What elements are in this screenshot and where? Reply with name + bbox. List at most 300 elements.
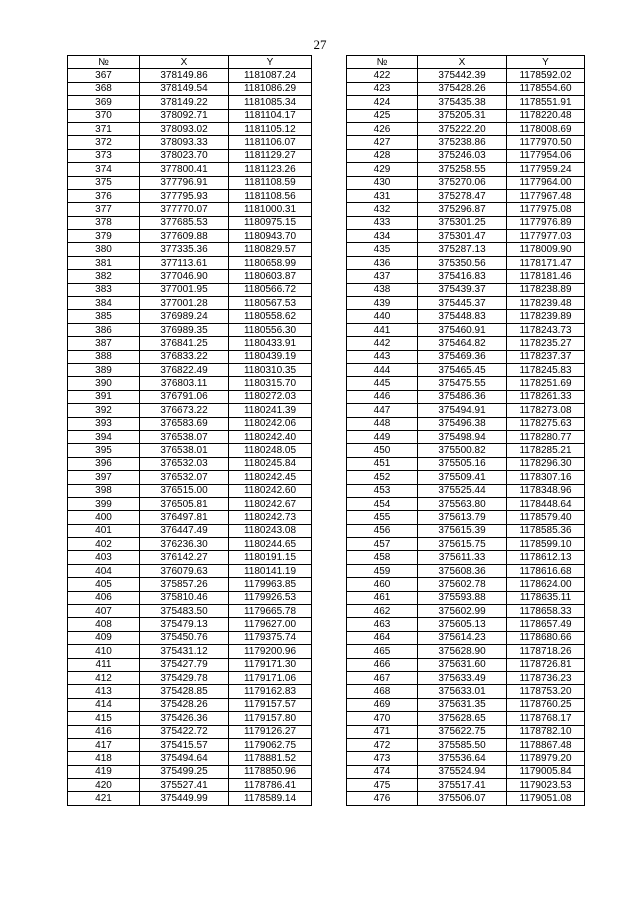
- cell-x: 375608.36: [418, 564, 507, 577]
- table-header-row: [347, 56, 585, 69]
- cell-x: 376497.81: [140, 511, 229, 524]
- cell-x: 375448.83: [418, 310, 507, 323]
- table-row: [347, 69, 585, 82]
- table-row: [68, 270, 312, 283]
- cell-number: 373: [68, 149, 140, 162]
- cell-number: 426: [347, 122, 418, 135]
- cell-y: 1178238.89: [507, 283, 585, 296]
- cell-y: 1178585.36: [507, 524, 585, 537]
- cell-number: 423: [347, 82, 418, 95]
- cell-number: 384: [68, 297, 140, 310]
- cell-x: 375450.76: [140, 631, 229, 644]
- table-row: [68, 698, 312, 711]
- table-row: [68, 712, 312, 725]
- table-body-left: [68, 69, 312, 805]
- table-row: [347, 310, 585, 323]
- cell-x: 375428.26: [418, 82, 507, 95]
- cell-y: 1181105.12: [229, 122, 312, 135]
- cell-y: 1180244.65: [229, 538, 312, 551]
- cell-y: 1181129.27: [229, 149, 312, 162]
- cell-y: 1177977.03: [507, 230, 585, 243]
- cell-number: 378: [68, 216, 140, 229]
- cell-x: 376532.07: [140, 471, 229, 484]
- cell-number: 467: [347, 671, 418, 684]
- table-row: [68, 685, 312, 698]
- cell-x: 376989.35: [140, 323, 229, 336]
- cell-y: 1178275.63: [507, 417, 585, 430]
- cell-y: 1178657.49: [507, 618, 585, 631]
- cell-number: 471: [347, 725, 418, 738]
- column-header-number: №: [68, 56, 140, 69]
- cell-number: 395: [68, 444, 140, 457]
- cell-number: 475: [347, 779, 418, 792]
- cell-x: 377770.07: [140, 203, 229, 216]
- table-row: [68, 725, 312, 738]
- cell-x: 375615.39: [418, 524, 507, 537]
- cell-number: 409: [68, 631, 140, 644]
- cell-number: 435: [347, 243, 418, 256]
- cell-y: 1180433.91: [229, 337, 312, 350]
- cell-y: 1177964.00: [507, 176, 585, 189]
- cell-x: 375602.99: [418, 605, 507, 618]
- cell-y: 1178307.16: [507, 471, 585, 484]
- cell-x: 378093.02: [140, 122, 229, 135]
- column-header-x: X: [140, 56, 229, 69]
- table-row: [347, 524, 585, 537]
- cell-x: 375442.39: [418, 69, 507, 82]
- cell-x: 375605.13: [418, 618, 507, 631]
- cell-number: 422: [347, 69, 418, 82]
- cell-y: 1179157.57: [229, 698, 312, 711]
- cell-y: 1180242.40: [229, 430, 312, 443]
- cell-x: 375278.47: [418, 189, 507, 202]
- cell-number: 367: [68, 69, 140, 82]
- table-row: [68, 109, 312, 122]
- table-row: [68, 404, 312, 417]
- cell-y: 1179665.78: [229, 605, 312, 618]
- table-row: [68, 176, 312, 189]
- table-row: [68, 645, 312, 658]
- cell-y: 1178979.20: [507, 752, 585, 765]
- cell-x: 375857.26: [140, 578, 229, 591]
- cell-x: 376532.03: [140, 457, 229, 470]
- cell-number: 450: [347, 444, 418, 457]
- cell-y: 1180245.84: [229, 457, 312, 470]
- cell-number: 455: [347, 511, 418, 524]
- table-row: [68, 752, 312, 765]
- cell-y: 1180310.35: [229, 363, 312, 376]
- cell-number: 375: [68, 176, 140, 189]
- cell-x: 376505.81: [140, 497, 229, 510]
- cell-y: 1178239.48: [507, 297, 585, 310]
- cell-number: 369: [68, 96, 140, 109]
- cell-x: 377609.88: [140, 230, 229, 243]
- cell-number: 380: [68, 243, 140, 256]
- cell-number: 434: [347, 230, 418, 243]
- table-row: [68, 350, 312, 363]
- cell-y: 1179051.08: [507, 792, 585, 805]
- cell-y: 1180241.39: [229, 404, 312, 417]
- cell-y: 1178579.40: [507, 511, 585, 524]
- table-row: [68, 779, 312, 792]
- table-row: [68, 511, 312, 524]
- table-row: [347, 618, 585, 631]
- cell-y: 1180248.05: [229, 444, 312, 457]
- cell-y: 1181085.34: [229, 96, 312, 109]
- table-row: [347, 230, 585, 243]
- cell-number: 441: [347, 323, 418, 336]
- cell-x: 375613.79: [418, 511, 507, 524]
- cell-y: 1178554.60: [507, 82, 585, 95]
- cell-number: 421: [68, 792, 140, 805]
- cell-y: 1178235.27: [507, 337, 585, 350]
- table-row: [68, 230, 312, 243]
- cell-number: 445: [347, 377, 418, 390]
- cell-x: 375525.44: [418, 484, 507, 497]
- table-row: [347, 765, 585, 778]
- cell-y: 1178612.13: [507, 551, 585, 564]
- cell-number: 424: [347, 96, 418, 109]
- cell-number: 376: [68, 189, 140, 202]
- table-row: [68, 618, 312, 631]
- cell-number: 393: [68, 417, 140, 430]
- table-row: [347, 109, 585, 122]
- cell-number: 447: [347, 404, 418, 417]
- cell-x: 375435.38: [418, 96, 507, 109]
- cell-x: 375422.72: [140, 725, 229, 738]
- table-row: [347, 122, 585, 135]
- cell-x: 375628.65: [418, 712, 507, 725]
- cell-x: 375593.88: [418, 591, 507, 604]
- coordinates-table-left: [67, 55, 312, 806]
- cell-y: 1180272.03: [229, 390, 312, 403]
- table-body-right: [347, 69, 585, 805]
- cell-x: 375301.47: [418, 230, 507, 243]
- cell-y: 1178753.20: [507, 685, 585, 698]
- cell-x: 375287.13: [418, 243, 507, 256]
- cell-y: 1178850.96: [229, 765, 312, 778]
- page-number: 27: [313, 37, 327, 52]
- cell-number: 462: [347, 605, 418, 618]
- cell-number: 413: [68, 685, 140, 698]
- cell-number: 429: [347, 163, 418, 176]
- cell-x: 375416.83: [418, 270, 507, 283]
- cell-x: 375810.46: [140, 591, 229, 604]
- cell-y: 1180603.87: [229, 270, 312, 283]
- table-row: [68, 390, 312, 403]
- cell-x: 376822.49: [140, 363, 229, 376]
- cell-y: 1179062.75: [229, 738, 312, 751]
- cell-y: 1180566.72: [229, 283, 312, 296]
- cell-y: 1179171.30: [229, 658, 312, 671]
- cell-y: 1180242.60: [229, 484, 312, 497]
- table-row: [347, 484, 585, 497]
- table-row: [347, 149, 585, 162]
- cell-number: 432: [347, 203, 418, 216]
- table-row: [347, 96, 585, 109]
- cell-number: 410: [68, 645, 140, 658]
- cell-x: 375428.26: [140, 698, 229, 711]
- cell-x: 375296.87: [418, 203, 507, 216]
- table-row: [68, 377, 312, 390]
- table-row: [347, 457, 585, 470]
- table-row: [347, 297, 585, 310]
- cell-y: 1181108.59: [229, 176, 312, 189]
- table-row: [347, 752, 585, 765]
- cell-x: 377796.91: [140, 176, 229, 189]
- cell-number: 453: [347, 484, 418, 497]
- cell-y: 1180439.19: [229, 350, 312, 363]
- cell-number: 472: [347, 738, 418, 751]
- cell-y: 1180943.70: [229, 230, 312, 243]
- cell-y: 1177970.50: [507, 136, 585, 149]
- cell-number: 466: [347, 658, 418, 671]
- table-row: [68, 457, 312, 470]
- cell-x: 375238.86: [418, 136, 507, 149]
- cell-number: 470: [347, 712, 418, 725]
- table-row: [347, 698, 585, 711]
- table-row: [68, 149, 312, 162]
- table-row: [347, 363, 585, 376]
- cell-x: 375633.01: [418, 685, 507, 698]
- cell-number: 454: [347, 497, 418, 510]
- cell-number: 408: [68, 618, 140, 631]
- cell-number: 430: [347, 176, 418, 189]
- cell-number: 396: [68, 457, 140, 470]
- table-row: [68, 605, 312, 618]
- cell-x: 375483.50: [140, 605, 229, 618]
- cell-x: 375527.41: [140, 779, 229, 792]
- cell-number: 418: [68, 752, 140, 765]
- cell-number: 420: [68, 779, 140, 792]
- table-row: [68, 538, 312, 551]
- table-row: [347, 631, 585, 644]
- cell-x: 375628.90: [418, 645, 507, 658]
- cell-x: 375475.55: [418, 377, 507, 390]
- cell-y: 1180141.19: [229, 564, 312, 577]
- cell-y: 1179963.85: [229, 578, 312, 591]
- cell-y: 1180658.99: [229, 256, 312, 269]
- cell-number: 427: [347, 136, 418, 149]
- cell-y: 1178261.33: [507, 390, 585, 403]
- cell-number: 448: [347, 417, 418, 430]
- cell-x: 375246.03: [418, 149, 507, 162]
- cell-x: 375270.06: [418, 176, 507, 189]
- cell-y: 1179023.53: [507, 779, 585, 792]
- cell-number: 412: [68, 671, 140, 684]
- cell-number: 404: [68, 564, 140, 577]
- cell-x: 377795.93: [140, 189, 229, 202]
- cell-x: 375631.60: [418, 658, 507, 671]
- table-row: [68, 323, 312, 336]
- cell-y: 1180242.73: [229, 511, 312, 524]
- cell-x: 376447.49: [140, 524, 229, 537]
- table-row: [347, 256, 585, 269]
- cell-x: 377113.61: [140, 256, 229, 269]
- cell-y: 1177976.89: [507, 216, 585, 229]
- cell-x: 375505.16: [418, 457, 507, 470]
- cell-x: 377800.41: [140, 163, 229, 176]
- table-row: [347, 792, 585, 805]
- cell-number: 397: [68, 471, 140, 484]
- cell-number: 461: [347, 591, 418, 604]
- cell-number: 463: [347, 618, 418, 631]
- cell-x: 375524.94: [418, 765, 507, 778]
- table-row: [68, 243, 312, 256]
- cell-y: 1178243.73: [507, 323, 585, 336]
- cell-x: 375222.20: [418, 122, 507, 135]
- cell-number: 372: [68, 136, 140, 149]
- table-row: [347, 136, 585, 149]
- cell-x: 375602.78: [418, 578, 507, 591]
- cell-x: 376583.69: [140, 417, 229, 430]
- cell-y: 1180556.30: [229, 323, 312, 336]
- cell-x: 377001.28: [140, 297, 229, 310]
- cell-x: 375428.85: [140, 685, 229, 698]
- table-row: [347, 444, 585, 457]
- table-row: [68, 283, 312, 296]
- cell-x: 375258.55: [418, 163, 507, 176]
- cell-y: 1180829.57: [229, 243, 312, 256]
- cell-x: 375439.37: [418, 283, 507, 296]
- cell-number: 437: [347, 270, 418, 283]
- cell-number: 400: [68, 511, 140, 524]
- cell-x: 377335.36: [140, 243, 229, 256]
- cell-number: 394: [68, 430, 140, 443]
- cell-number: 407: [68, 605, 140, 618]
- table-row: [347, 323, 585, 336]
- cell-y: 1178680.66: [507, 631, 585, 644]
- cell-x: 378149.86: [140, 69, 229, 82]
- cell-number: 414: [68, 698, 140, 711]
- cell-x: 378149.22: [140, 96, 229, 109]
- cell-number: 433: [347, 216, 418, 229]
- cell-y: 1180242.67: [229, 497, 312, 510]
- cell-number: 386: [68, 323, 140, 336]
- cell-y: 1178237.37: [507, 350, 585, 363]
- table-row: [347, 189, 585, 202]
- cell-y: 1178239.89: [507, 310, 585, 323]
- table-row: [347, 605, 585, 618]
- cell-y: 1178881.52: [229, 752, 312, 765]
- cell-number: 442: [347, 337, 418, 350]
- cell-x: 376673.22: [140, 404, 229, 417]
- table-row: [347, 216, 585, 229]
- cell-y: 1180242.06: [229, 417, 312, 430]
- cell-x: 375431.12: [140, 645, 229, 658]
- cell-number: 449: [347, 430, 418, 443]
- table-row: [347, 779, 585, 792]
- cell-number: 469: [347, 698, 418, 711]
- cell-x: 375500.82: [418, 444, 507, 457]
- cell-x: 375611.33: [418, 551, 507, 564]
- cell-x: 376833.22: [140, 350, 229, 363]
- table-row: [68, 484, 312, 497]
- table-row: [68, 96, 312, 109]
- table-row: [68, 297, 312, 310]
- table-row: [347, 671, 585, 684]
- cell-y: 1177975.08: [507, 203, 585, 216]
- cell-y: 1178726.81: [507, 658, 585, 671]
- cell-number: 385: [68, 310, 140, 323]
- cell-y: 1178296.30: [507, 457, 585, 470]
- cell-y: 1178616.68: [507, 564, 585, 577]
- table-row: [68, 765, 312, 778]
- table-row: [347, 738, 585, 751]
- table-row: [68, 551, 312, 564]
- cell-number: 368: [68, 82, 140, 95]
- table-row: [347, 243, 585, 256]
- table-row: [68, 203, 312, 216]
- column-header-number: №: [347, 56, 418, 69]
- cell-y: 1178448.64: [507, 497, 585, 510]
- cell-y: 1178008.69: [507, 122, 585, 135]
- cell-x: 375494.64: [140, 752, 229, 765]
- table-row: [68, 163, 312, 176]
- cell-number: 465: [347, 645, 418, 658]
- table-row: [68, 671, 312, 684]
- cell-x: 378092.71: [140, 109, 229, 122]
- cell-y: 1178782.10: [507, 725, 585, 738]
- table-row: [347, 176, 585, 189]
- column-header-y: Y: [229, 56, 312, 69]
- cell-x: 375445.37: [418, 297, 507, 310]
- cell-number: 415: [68, 712, 140, 725]
- cell-number: 388: [68, 350, 140, 363]
- cell-y: 1181086.29: [229, 82, 312, 95]
- cell-number: 446: [347, 390, 418, 403]
- table-row: [347, 417, 585, 430]
- cell-y: 1178348.96: [507, 484, 585, 497]
- cell-y: 1180558.62: [229, 310, 312, 323]
- cell-number: 456: [347, 524, 418, 537]
- cell-y: 1179171.06: [229, 671, 312, 684]
- cell-number: 381: [68, 256, 140, 269]
- cell-x: 376142.27: [140, 551, 229, 564]
- table-row: [347, 163, 585, 176]
- table-row: [347, 203, 585, 216]
- cell-y: 1181087.24: [229, 69, 312, 82]
- cell-y: 1178624.00: [507, 578, 585, 591]
- table-row: [68, 189, 312, 202]
- cell-x: 377001.95: [140, 283, 229, 296]
- table-row: [347, 645, 585, 658]
- cell-y: 1180243.08: [229, 524, 312, 537]
- cell-y: 1180191.15: [229, 551, 312, 564]
- table-row: [68, 497, 312, 510]
- table-row: [347, 377, 585, 390]
- cell-number: 370: [68, 109, 140, 122]
- cell-y: 1178599.10: [507, 538, 585, 551]
- cell-x: 375517.41: [418, 779, 507, 792]
- table-row: [347, 283, 585, 296]
- cell-number: 438: [347, 283, 418, 296]
- cell-y: 1180567.53: [229, 297, 312, 310]
- cell-x: 375415.57: [140, 738, 229, 751]
- cell-y: 1178658.33: [507, 605, 585, 618]
- cell-x: 376515.00: [140, 484, 229, 497]
- cell-y: 1179157.80: [229, 712, 312, 725]
- cell-y: 1178718.26: [507, 645, 585, 658]
- table-row: [68, 337, 312, 350]
- cell-x: 376236.30: [140, 538, 229, 551]
- cell-number: 451: [347, 457, 418, 470]
- table-row: [347, 551, 585, 564]
- cell-y: 1177959.24: [507, 163, 585, 176]
- cell-y: 1179162.83: [229, 685, 312, 698]
- cell-y: 1178009.90: [507, 243, 585, 256]
- table-row: [68, 471, 312, 484]
